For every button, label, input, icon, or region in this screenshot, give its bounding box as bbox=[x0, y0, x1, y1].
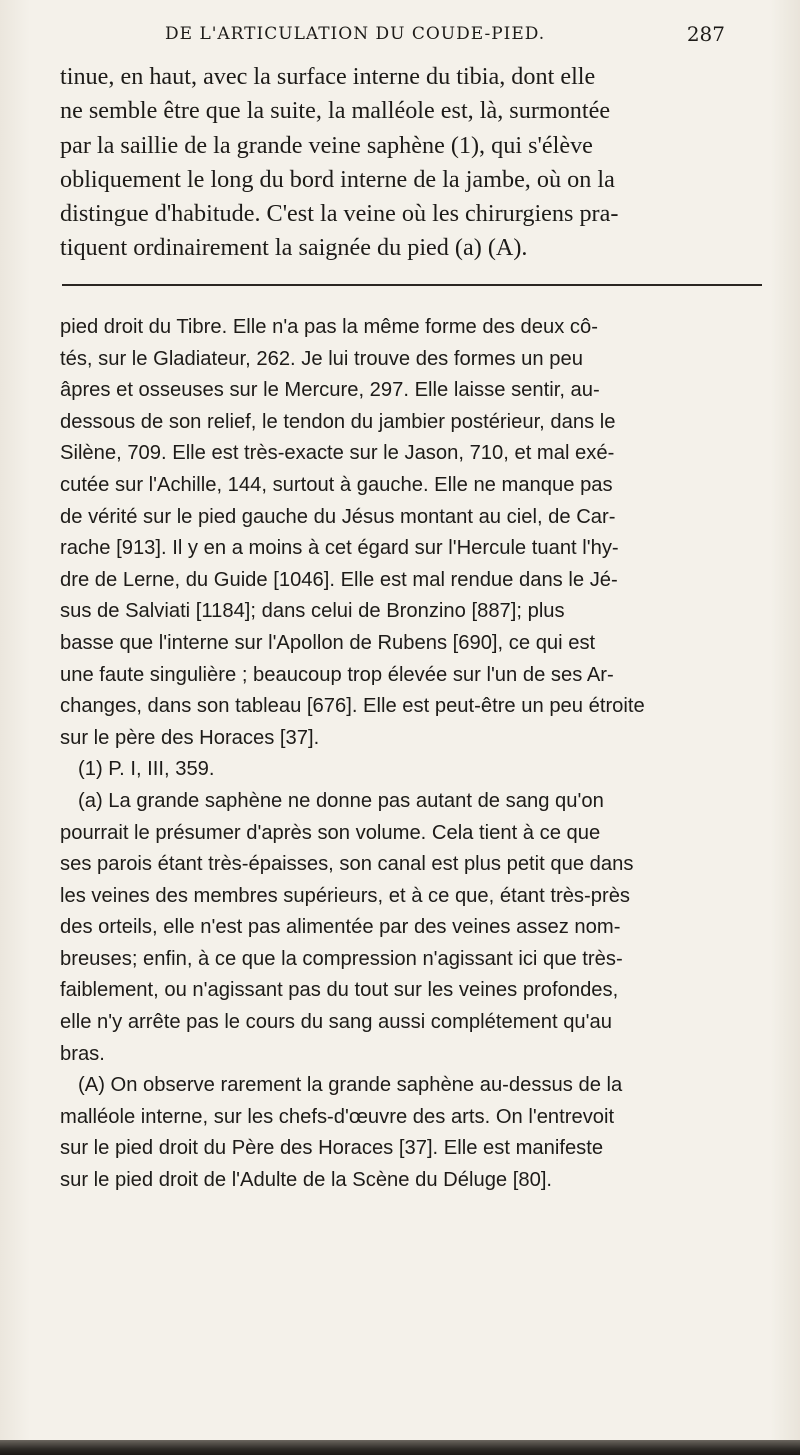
note-line: (A) On observe rarement la grande saphène au-dessus de la bbox=[78, 1074, 623, 1097]
note-line: pourrait le présumer d'après son volume. Cela tient à ce que bbox=[60, 821, 601, 844]
note-line: sur le pied droit de l'Adulte de la Scène du Déluge [80]. bbox=[60, 1169, 553, 1192]
note-line: sur le père des Horaces [37]. bbox=[60, 726, 320, 749]
note-line: âpres et osseuses sur le Mercure, 297. Elle laisse sentir, au- bbox=[60, 379, 600, 402]
note-line: dre de Lerne, du Guide [1046]. Elle est mal rendue dans le Jé- bbox=[60, 568, 618, 591]
note-line: ses parois étant très-épaisses, son canal est plus petit que dans bbox=[60, 853, 634, 876]
footnotes bbox=[60, 312, 772, 1197]
text-line: tiquent ordinairement la saignée du pied (a) (A). bbox=[60, 234, 528, 262]
note-line: cutée sur l'Achille, 144, surtout à gauche. Elle ne manque pas bbox=[60, 473, 613, 496]
note-line: Silène, 709. Elle est très-exacte sur le Jason, 710, et mal exé- bbox=[60, 442, 615, 465]
note-line: sur le pied droit du Père des Horaces [37]. Elle est manifeste bbox=[60, 1137, 604, 1160]
text-line: distingue d'habitude. C'est la veine où les chirurgiens pra- bbox=[60, 200, 619, 228]
note-line: elle n'y arrête pas le cours du sang aussi complétement qu'au bbox=[60, 1011, 612, 1034]
note-line: tés, sur le Gladiateur, 262. Je lui trouve des formes un peu bbox=[60, 347, 583, 370]
footnote-separator bbox=[62, 284, 762, 286]
note-line: changes, dans son tableau [676]. Elle est peut-être un peu étroite bbox=[60, 695, 645, 718]
main-paragraph bbox=[60, 60, 760, 266]
page-bottom-edge bbox=[0, 1440, 800, 1455]
note-line: pied droit du Tibre. Elle n'a pas la même forme des deux cô- bbox=[60, 316, 598, 338]
note-line: bras. bbox=[60, 1042, 105, 1065]
note-line: malléole interne, sur les chefs-d'œuvre des arts. On l'entrevoit bbox=[60, 1105, 615, 1128]
text-line: tinue, en haut, avec la surface interne du tibia, dont elle bbox=[60, 63, 596, 90]
note-line: (a) La grande saphène ne donne pas autant de sang qu'on bbox=[78, 789, 604, 812]
page-number: 287 bbox=[686, 22, 725, 46]
note-line: les veines des membres supérieurs, et à ce que, étant très-près bbox=[60, 884, 631, 907]
running-head-title: DE L'ARTICULATION DU COUDE-PIED. bbox=[165, 24, 546, 44]
note-line: des orteils, elle n'est pas alimentée par des veines assez nom- bbox=[60, 916, 621, 939]
text-line: ne semble être que la suite, la malléole est, là, surmontée bbox=[60, 97, 611, 125]
note-line: de vérité sur le pied gauche du Jésus montant au ciel, de Car- bbox=[60, 505, 616, 528]
note-line: rache [913]. Il y en a moins à cet égard sur l'Hercule tuant l'hy- bbox=[60, 537, 619, 560]
footnote-reference: (1) P. I, III, 359. bbox=[78, 758, 215, 781]
running-head bbox=[165, 24, 725, 44]
note-line: sus de Salviati [1184]; dans celui de Bronzino [887]; plus bbox=[60, 600, 565, 623]
note-line: basse que l'interne sur l'Apollon de Rubens [690], ce qui est bbox=[60, 631, 596, 654]
text-line: par la saillie de la grande veine saphène (1), qui s'élève bbox=[60, 131, 593, 159]
note-line: une faute singulière ; beaucoup trop élevée sur l'un de ses Ar- bbox=[60, 663, 614, 686]
note-line: faiblement, ou n'agissant pas du tout sur les veines profondes, bbox=[60, 979, 619, 1002]
note-line: dessous de son relief, le tendon du jambier postérieur, dans le bbox=[60, 410, 616, 433]
main-text bbox=[60, 60, 760, 266]
note-line: breuses; enfin, à ce que la compression n'agissant ici que très- bbox=[60, 947, 623, 970]
text-line: obliquement le long du bord interne de la jambe, où on la bbox=[60, 165, 615, 193]
